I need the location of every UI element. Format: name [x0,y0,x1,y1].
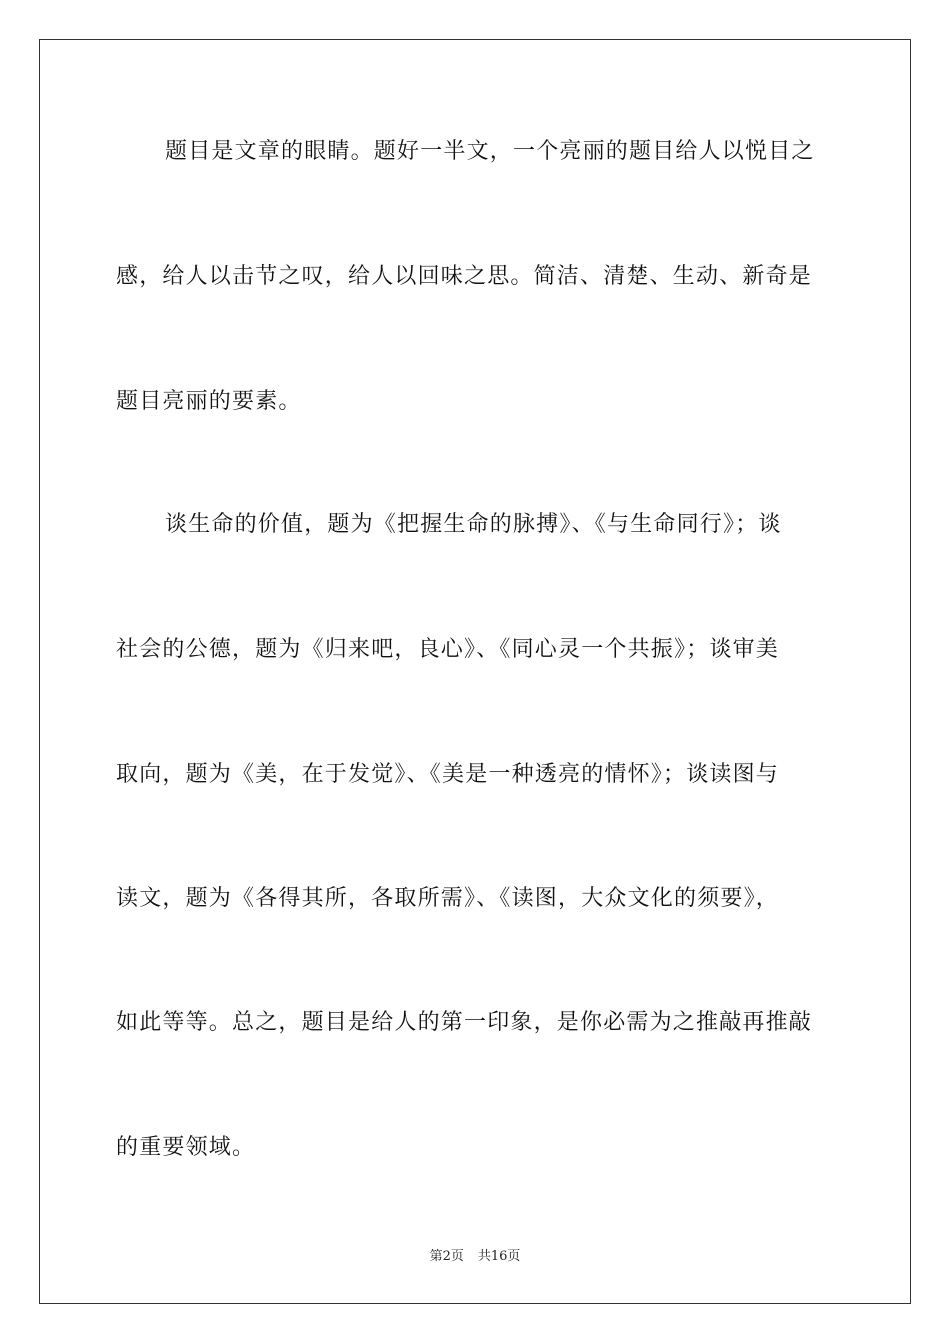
paragraph-2-line-3: 取向，题为《美，在于发觉》、《美是一种透亮的情怀》；谈读图与 [116,762,780,787]
paragraph-2-line-5: 如此等等。总之，题目是给人的第一印象，是你必需为之推敲再推敲 [116,1010,813,1035]
page-total: 共16页 [477,1249,521,1264]
paragraph-1-line-1: 题目是文章的眼睛。题好一半文，一个亮丽的题目给人以悦目之 [165,139,815,164]
page-footer [0,1247,950,1267]
paragraph-2-line-4: 读文，题为《各得其所，各取所需》、《读图，大众文化的须要》， [116,886,780,911]
paragraph-2-line-2: 社会的公德，题为《归来吧，良心》、《同心灵一个共振》；谈审美 [116,637,780,662]
page-frame [39,39,911,1304]
page-number: 第2页 [429,1249,464,1264]
paragraph-2-line-1: 谈生命的价值，题为《把握生命的脉搏》、《与生命同行》；谈 [165,512,782,537]
paragraph-2-line-6: 的重要领域。 [116,1135,256,1160]
paragraph-1-line-3: 题目亮丽的要素。 [116,389,302,414]
paragraph-1-line-2: 感，给人以击节之叹，给人以回味之思。简洁、清楚、生动、新奇是 [116,264,813,289]
